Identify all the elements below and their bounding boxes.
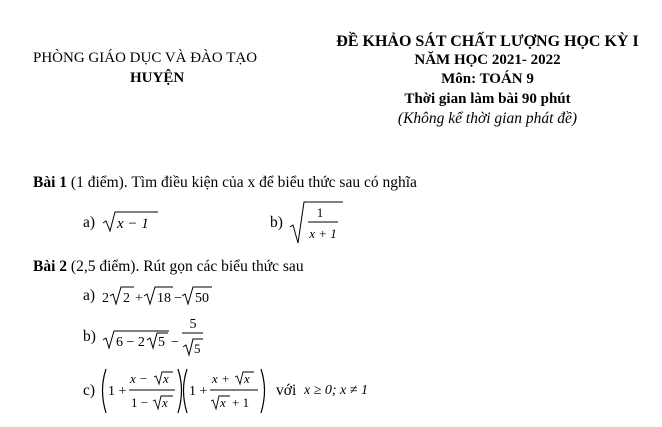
q2c-f1-num: x − [130, 371, 148, 386]
q2a-rad18: 18 [157, 291, 171, 306]
q2c-one-b: 1 + [189, 384, 208, 399]
time-note: (Không kể thời gian phát đề) [397, 110, 578, 127]
q2b-minus: − [171, 335, 179, 350]
q2c-f1-num-x: x [163, 371, 169, 386]
time-limit: Thời gian làm bài 90 phút [404, 91, 571, 107]
q2b-expression [100, 314, 210, 360]
q1a-label: a) [83, 214, 96, 231]
q2a-rad50: 50 [195, 291, 209, 306]
q2b-inner-rad: 5 [158, 335, 165, 350]
dept-name: PHÒNG GIÁO DỤC VÀ ĐÀO TẠO [33, 50, 258, 66]
q2a-rad2: 2 [123, 291, 130, 306]
subject: Môn: TOÁN 9 [441, 71, 534, 87]
q2a-label: a) [83, 287, 96, 304]
q2b-radicand: 6 − 2 [116, 335, 145, 350]
question-2-label: Bài 2 [33, 258, 68, 275]
q2a-coef: 2 [102, 291, 109, 306]
district-name: HUYỆN [130, 70, 185, 86]
q1b-denominator: x + 1 [309, 226, 337, 241]
q2a-minus: − [174, 291, 182, 306]
q2c-f2-den-plus: + 1 [232, 395, 250, 410]
q2c-f1-den-x: x [162, 395, 168, 410]
q2c-one-a: 1 + [108, 384, 127, 399]
q1a-expression [100, 209, 160, 235]
q1b-numerator: 1 [316, 205, 324, 220]
q2c-f1-den: 1 − [131, 395, 149, 410]
question-1 [33, 174, 417, 192]
q2c-label: c) [83, 382, 96, 399]
school-year: NĂM HỌC 2021- 2022 [414, 52, 561, 68]
question-2 [33, 258, 304, 276]
q1b-expression [287, 199, 347, 247]
question-2-text: (2,5 điểm). Rút gọn các biểu thức sau [67, 258, 304, 275]
q2c-f2-den-x: x [220, 395, 226, 410]
q2b-label: b) [83, 328, 96, 345]
q2b-denominator: 5 [194, 341, 201, 356]
q2c-f2-num-x: x [244, 371, 250, 386]
q1b-label: b) [270, 214, 283, 231]
q2c-f2-num: x + [212, 371, 230, 386]
q2c-with: với [276, 382, 297, 399]
question-1-text: (1 điểm). Tìm điều kiện của x để biểu thức sau có nghĩa [67, 174, 417, 191]
q2c-expression [98, 365, 273, 419]
q2a-plus: + [135, 291, 143, 306]
q2a-expression [100, 283, 220, 309]
q1a-radicand: x − 1 [117, 216, 149, 232]
question-1-label: Bài 1 [33, 174, 68, 191]
q2b-numerator: 5 [189, 317, 197, 332]
q2c-condition: x ≥ 0; x ≠ 1 [304, 383, 368, 398]
exam-title: ĐỀ KHẢO SÁT CHẤT LƯỢNG HỌC KỲ I [336, 33, 639, 50]
